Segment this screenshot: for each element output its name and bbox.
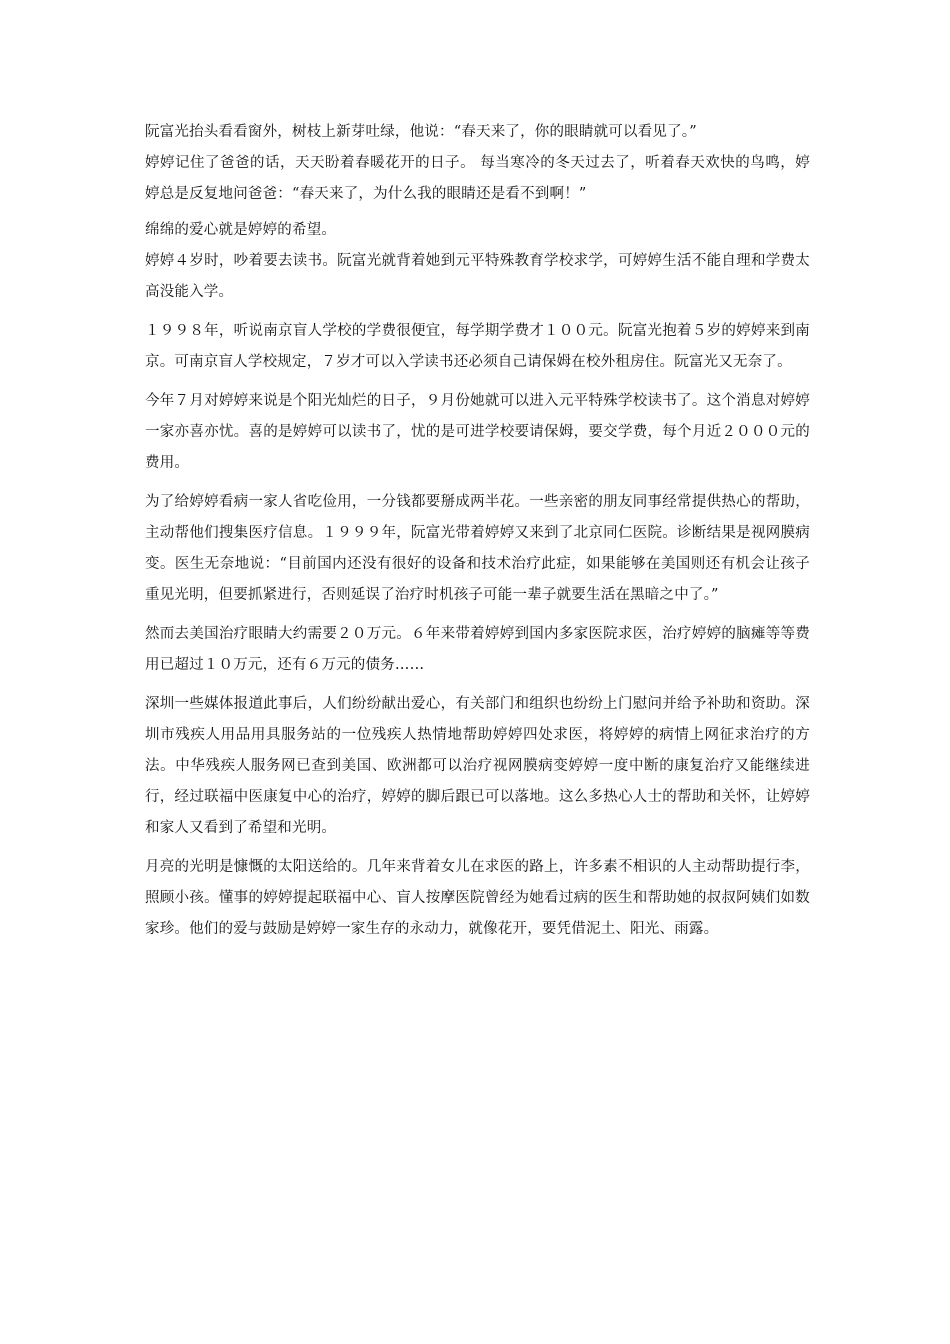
document-body bbox=[145, 120, 810, 953]
paragraph: 绵绵的爱心就是婷婷的希望。 bbox=[145, 222, 337, 238]
paragraph: 婷婷记住了爸爸的话，天天盼着春暖花开的日子。 每当寒冷的冬天过去了，听着春天欢快的鸟鸣，婷婷总是反复地问爸爸：“春天来了，为什么我的眼睛还是看不到啊！” bbox=[145, 155, 810, 202]
paragraph: １９９８年，听说南京盲人学校的学费很便宜，每学期学费才１００元。阮富光抱着５岁的婷婷来到南京。可南京盲人学校规定，７岁才可以入学读书还必须自己请保姆在校外租房住。阮富光又无奈了。 bbox=[145, 323, 810, 370]
paragraph: 为了给婷婷看病一家人省吃俭用，一分钱都要掰成两半花。一些亲密的朋友同事经常提供热心的帮助，主动帮他们搜集医疗信息。１９９９年，阮富光带着婷婷又来到了北京同仁医院。诊断结果是视网膜病变。医生无奈地说：“目前国内还没有很好的设备和技术治疗此症，如果能够在美国则还有机会让孩子重见光明，但要抓紧进行，否则延误了治疗时机孩子可能一辈子就要生活在黑暗之中了。” bbox=[145, 494, 810, 603]
paragraph: 月亮的光明是慷慨的太阳送给的。几年来背着女儿在求医的路上，许多素不相识的人主动帮助提行李，照顾小孩。懂事的婷婷提起联福中心、盲人按摩医院曾经为她看过病的医生和帮助她的叔叔阿姨们如数家珍。他们的爱与鼓励是婷婷一家生存的永动力，就像花开，要凭借泥土、阳光、雨露。 bbox=[145, 859, 810, 937]
paragraph: 然而去美国治疗眼睛大约需要２０万元。６年来带着婷婷到国内多家医院求医，治疗婷婷的脑瘫等等费用已超过１０万元，还有６万元的债务…… bbox=[145, 626, 810, 673]
paragraph: 今年７月对婷婷来说是个阳光灿烂的日子，９月份她就可以进入元平特殊学校读书了。这个消息对婷婷一家亦喜亦忧。喜的是婷婷可以读书了，忧的是可进学校要请保姆，要交学费，每个月近２０００元的费用。 bbox=[145, 393, 810, 471]
paragraph: 婷婷４岁时，吵着要去读书。阮富光就背着她到元平特殊教育学校求学，可婷婷生活不能自理和学费太高没能入学。 bbox=[145, 253, 810, 300]
paragraph: 阮富光抬头看看窗外，树枝上新芽吐绿，他说：“春天来了，你的眼睛就可以看见了。” bbox=[145, 124, 697, 140]
paragraph: 深圳一些媒体报道此事后，人们纷纷献出爱心，有关部门和组织也纷纷上门慰问并给予补助和资助。深圳市残疾人用品用具服务站的一位残疾人热情地帮助婷婷四处求医，将婷婷的病情上网征求治疗的方法。中华残疾人服务网已查到美国、欧洲都可以治疗视网膜病变婷婷一度中断的康复治疗又能继续进行，经过联福中医康复中心的治疗，婷婷的脚后跟已可以落地。这么多热心人士的帮助和关怀，让婷婷和家人又看到了希望和光明。 bbox=[145, 696, 810, 836]
